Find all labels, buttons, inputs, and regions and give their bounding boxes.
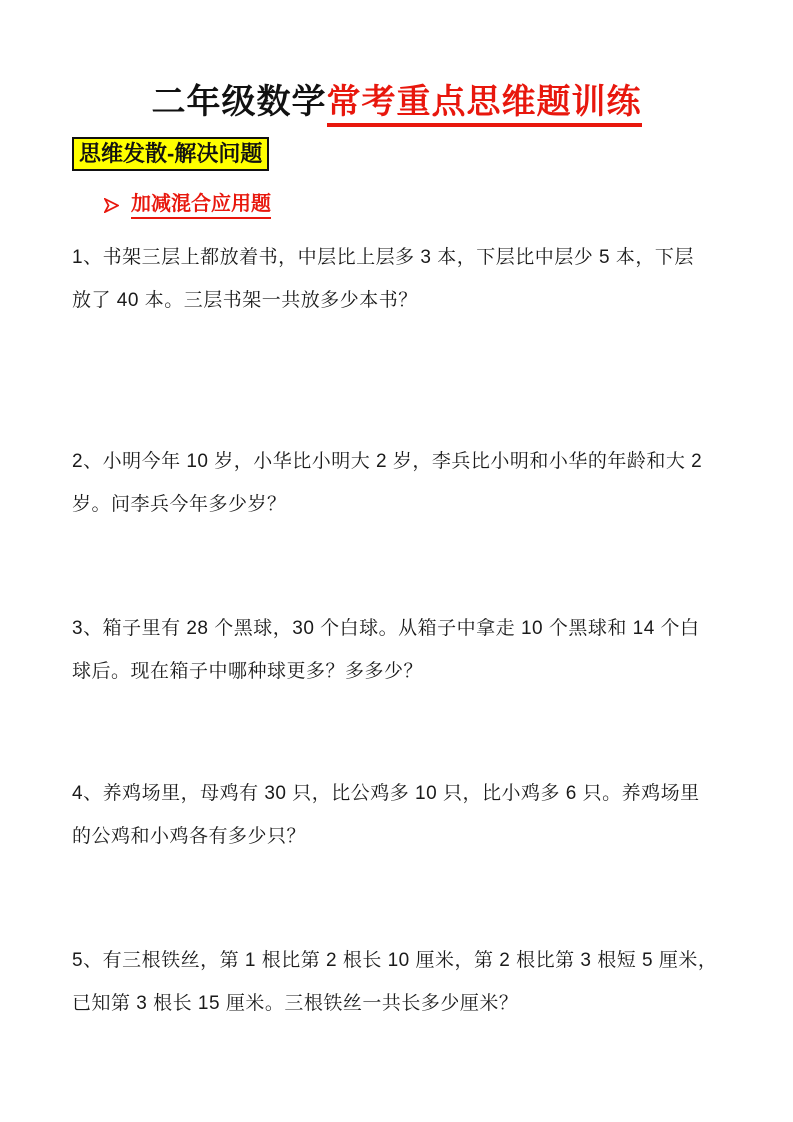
problem-item-3 bbox=[72, 607, 723, 693]
page-title bbox=[0, 82, 793, 123]
page-title-red-part: 常考重点思维题训练 bbox=[327, 83, 642, 127]
problem-item-1 bbox=[72, 236, 723, 322]
problem-item-4 bbox=[72, 772, 723, 858]
problem-line: 4、养鸡场里，母鸡有 30 只，比公鸡多 10 只，比小鸡多 6 只。养鸡场里 bbox=[72, 783, 700, 805]
subsection-heading bbox=[104, 192, 793, 219]
problem-line: 放了 40 本。三层书架一共放多少本书？ bbox=[72, 290, 418, 312]
subsection-title: 加减混合应用题 bbox=[131, 192, 271, 219]
problem-item-5 bbox=[72, 939, 723, 1025]
problem-line: 已知第 3 根长 15 厘米。三根铁丝一共长多少厘米？ bbox=[72, 993, 519, 1015]
problem-item-2 bbox=[72, 440, 723, 526]
problem-list bbox=[72, 236, 723, 1025]
problem-line: 3、箱子里有 28 个黑球，30 个白球。从箱子中拿走 10 个黑球和 14 个白 bbox=[72, 618, 700, 640]
problem-line: 球后。现在箱子中哪种球更多？多多少？ bbox=[72, 661, 424, 683]
page-title-black-part: 二年级数学 bbox=[151, 83, 327, 121]
problem-line: 5、有三根铁丝，第 1 根比第 2 根长 10 厘米，第 2 根比第 3 根短 5 厘米， bbox=[72, 950, 718, 972]
problem-line: 1、书架三层上都放着书，中层比上层多 3 本，下层比中层少 5 本，下层 bbox=[72, 247, 694, 269]
arrowhead-right-icon bbox=[104, 198, 119, 213]
problem-line: 2、小明今年 10 岁，小华比小明大 2 岁，李兵比小明和小华的年龄和大 2 bbox=[72, 451, 703, 473]
problem-line: 的公鸡和小鸡各有多少只？ bbox=[72, 826, 307, 848]
problem-line: 岁。问李兵今年多少岁？ bbox=[72, 494, 287, 516]
section-header: 思维发散-解决问题 bbox=[72, 137, 269, 171]
